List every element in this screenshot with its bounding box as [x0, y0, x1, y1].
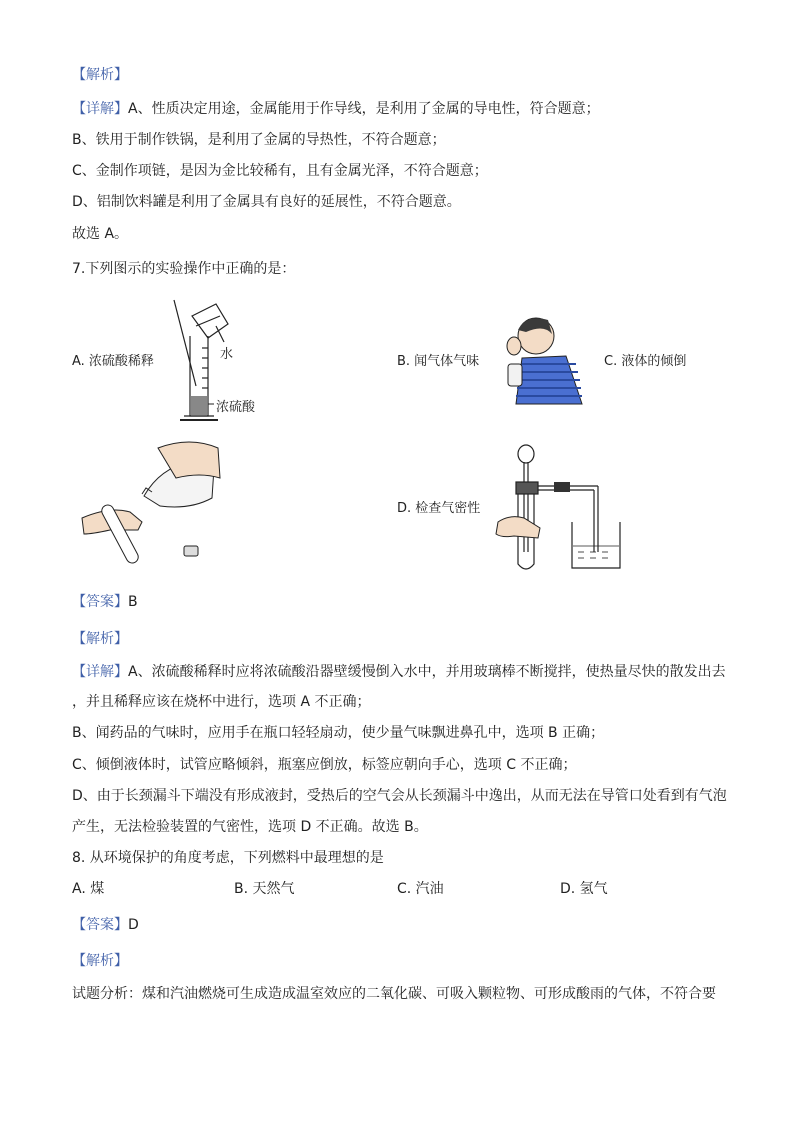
airtightness-figure: [494, 442, 624, 574]
q6-detail-line-3: C、金制作项链，是因为金比较稀有，且有金属光泽，不符合题意；: [72, 163, 488, 179]
label-water: 水: [220, 347, 234, 362]
smell-gas-figure: [496, 308, 591, 408]
acid-dilution-figure: [168, 296, 278, 430]
long-neck-funnel: [518, 445, 534, 463]
q7-stem: 7.下列图示的实验操作中正确的是：: [72, 261, 296, 277]
q8-answer-tag: 【答案】: [72, 917, 128, 933]
beaker: [572, 522, 620, 568]
q7-answer: [72, 593, 138, 611]
q7-detail-line-4: C、倾倒液体时，试管应略倾斜，瓶塞应倒放，标签应朝向手心，选项 C 不正确；: [72, 757, 577, 773]
q7-detail-line-1: [72, 663, 726, 681]
q8-option-b: B. 天然气: [234, 881, 295, 897]
q6-detail-text-1: A、性质决定用途，金属能用于作导线，是利用了金属的导电性，符合题意；: [128, 101, 600, 117]
q7-option-b: B. 闻气体气味: [397, 354, 480, 369]
q8-stem: 8. 从环境保护的角度考虑，下列燃料中最理想的是: [72, 850, 384, 866]
q7-detail-line-6: 产生，无法检验装置的气密性，选项 D 不正确。故选 B。: [72, 819, 428, 835]
q7-detail-line-2: ，并且稀释应该在烧杯中进行，选项 A 不正确；: [72, 694, 371, 710]
q7-answer-value: B: [128, 594, 138, 610]
q7-option-c: C. 液体的倾倒: [604, 354, 687, 369]
q7-detail-text-1: A、浓硫酸稀释时应将浓硫酸沿器壁缓慢倒入水中，并用玻璃棒不断搅拌，使热量尽快的散发出去: [128, 664, 726, 680]
q8-option-d: D. 氢气: [560, 881, 608, 897]
q8-option-c: C. 汽油: [397, 881, 444, 897]
q8-answer: [72, 916, 139, 934]
pouring-beaker: [192, 304, 228, 338]
q6-detail-line-1: [72, 100, 600, 118]
acid-liquid: [191, 396, 207, 415]
gas-bottle: [508, 364, 522, 386]
liquid-pouring-figure: [80, 438, 230, 568]
q7-detail-line-3: B、闻药品的气味时，应用手在瓶口轻轻扇动，使少量气味飘进鼻孔中，选项 B 正确；: [72, 725, 605, 741]
q8-analysis-tag: 【解析】: [72, 953, 128, 969]
q7-analysis-tag: 【解析】: [72, 631, 128, 647]
waving-hand: [507, 337, 521, 355]
q7-detail-line-5: D、由于长颈漏斗下端没有形成液封，受热后的空气会从长颈漏斗中逸出，从而无法在导管口处看到有气泡: [72, 788, 727, 804]
q6-detail-tag: 【详解】: [72, 101, 128, 117]
q6-conclusion: 故选 A。: [72, 226, 129, 242]
q6-detail-line-2: B、铁用于制作铁锅，是利用了金属的导热性，不符合题意；: [72, 132, 446, 148]
glass-rod: [174, 300, 196, 386]
label-acid: 浓硫酸: [216, 400, 256, 415]
q8-analysis-line-1: 试题分析：煤和汽油燃烧可生成造成温室效应的二氧化碳、可吸入颗粒物、可形成酸雨的气体，不符合要: [72, 986, 716, 1002]
bottle-stopper: [184, 546, 198, 556]
q7-option-d: D. 检查气密性: [397, 501, 481, 516]
q6-detail-line-4: D、铝制饮料罐是利用了金属具有良好的延展性，不符合题意。: [72, 194, 461, 210]
q8-answer-value: D: [128, 917, 139, 933]
q7-option-a: A. 浓硫酸稀释: [72, 354, 154, 369]
q8-option-a: A. 煤: [72, 881, 105, 897]
q6-analysis-tag: 【解析】: [72, 67, 128, 83]
q7-detail-tag: 【详解】: [72, 664, 128, 680]
q7-answer-tag: 【答案】: [72, 594, 128, 610]
